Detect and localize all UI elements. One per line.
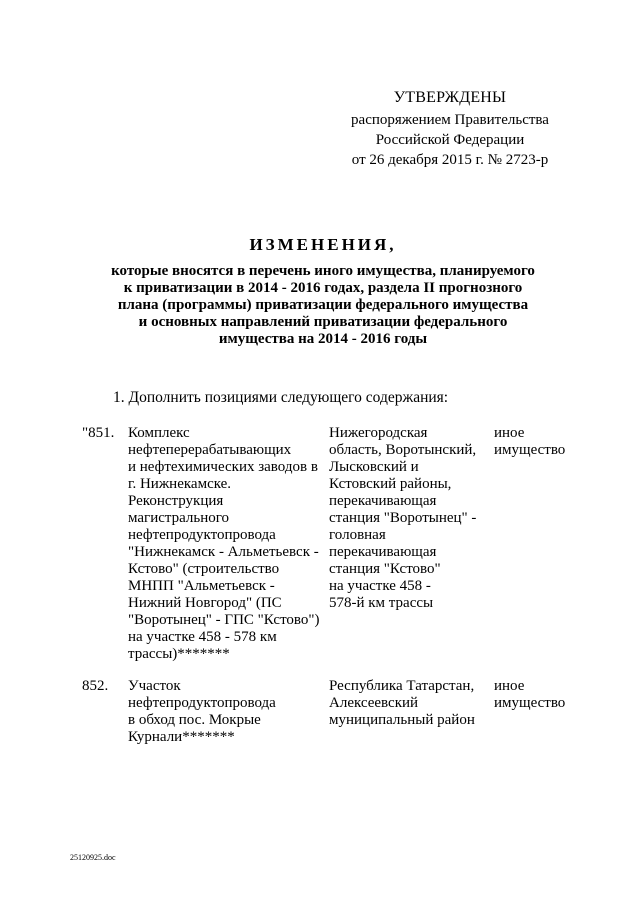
property-type (494, 678, 584, 712)
location-line: Нижегородская (329, 425, 428, 441)
location-line: 578-й км трассы (329, 595, 434, 611)
name-line: магистрального (128, 510, 230, 526)
name-line: Комплекс (128, 425, 190, 441)
name-line: Кстово" (строительство (128, 561, 280, 577)
document-subtitle (0, 263, 640, 348)
location-line: Кстовский районы, (329, 476, 452, 492)
name-line: на участке 458 - 578 км (128, 629, 277, 645)
property-location (329, 425, 489, 612)
positions-table (0, 425, 640, 745)
subtitle-line: имущества на 2014 - 2016 годы (218, 331, 428, 347)
name-line: нефтеперерабатывающих (128, 442, 292, 458)
file-name-footer: 25120925.doc (70, 853, 116, 862)
subtitle-line: которые вносятся в перечень иного имущества, планируемого (111, 263, 535, 279)
name-line: Нижний Новгород" (ПС (128, 595, 282, 611)
location-line: станция "Кстово" (329, 561, 441, 577)
approval-stamp: УТВЕРЖДЕНЫ (393, 89, 507, 106)
location-line: перекачивающая (329, 544, 437, 560)
approval-line: от 26 декабря 2015 г. № 2723-р (351, 152, 549, 168)
type-line: имущество (494, 442, 566, 458)
intro-paragraph: 1. Дополнить позициями следующего содержания: (113, 389, 449, 406)
location-line: головная (329, 527, 386, 543)
name-line: в обход пос. Мокрые (128, 712, 261, 728)
position-number: 852. (82, 678, 109, 694)
approval-line: Российской Федерации (375, 132, 525, 148)
location-line: перекачивающая (329, 493, 437, 509)
subtitle-line: и основных направлений приватизации федерального (138, 314, 508, 330)
type-line: иное (494, 678, 525, 694)
property-location (329, 678, 489, 729)
name-line: "Нижнекамск - Альметьевск - (128, 544, 319, 560)
location-line: Республика Татарстан, (329, 678, 475, 694)
property-name (128, 425, 328, 663)
position-number: "851. (82, 425, 115, 441)
approval-line: распоряжением Правительства (351, 112, 549, 128)
property-name (128, 678, 328, 746)
subtitle-line: плана (программы) приватизации федерального имущества (117, 297, 529, 313)
location-line: станция "Воротынец" - (329, 510, 477, 526)
name-line: нефтепродуктопровода (128, 527, 276, 543)
name-line: нефтепродуктопровода (128, 695, 276, 711)
name-line: Реконструкция (128, 493, 224, 509)
location-line: область, Воротынский, (329, 442, 477, 458)
name-line: г. Нижнекамске. (128, 476, 232, 492)
name-line: "Воротынец" - ГПС "Кстово") (128, 612, 320, 628)
location-line: муниципальный район (329, 712, 475, 728)
table-row (0, 678, 640, 758)
approval-block (330, 86, 570, 170)
type-line: иное (494, 425, 525, 441)
location-line: Алексеевский (329, 695, 419, 711)
type-line: имущество (494, 695, 566, 711)
property-type (494, 425, 584, 459)
subtitle-line: к приватизации в 2014 - 2016 годах, раздела II прогнозного (123, 280, 523, 296)
name-line: и нефтехимических заводов в (128, 459, 318, 475)
document-title: ИЗМЕНЕНИЯ, (249, 235, 397, 254)
name-line: Курнали******* (128, 729, 235, 745)
location-line: на участке 458 - (329, 578, 431, 594)
name-line: трассы)******* (128, 646, 230, 662)
name-line: Участок (128, 678, 181, 694)
name-line: МНПП "Альметьевск - (128, 578, 275, 594)
location-line: Лысковский и (329, 459, 419, 475)
table-row (0, 425, 640, 675)
